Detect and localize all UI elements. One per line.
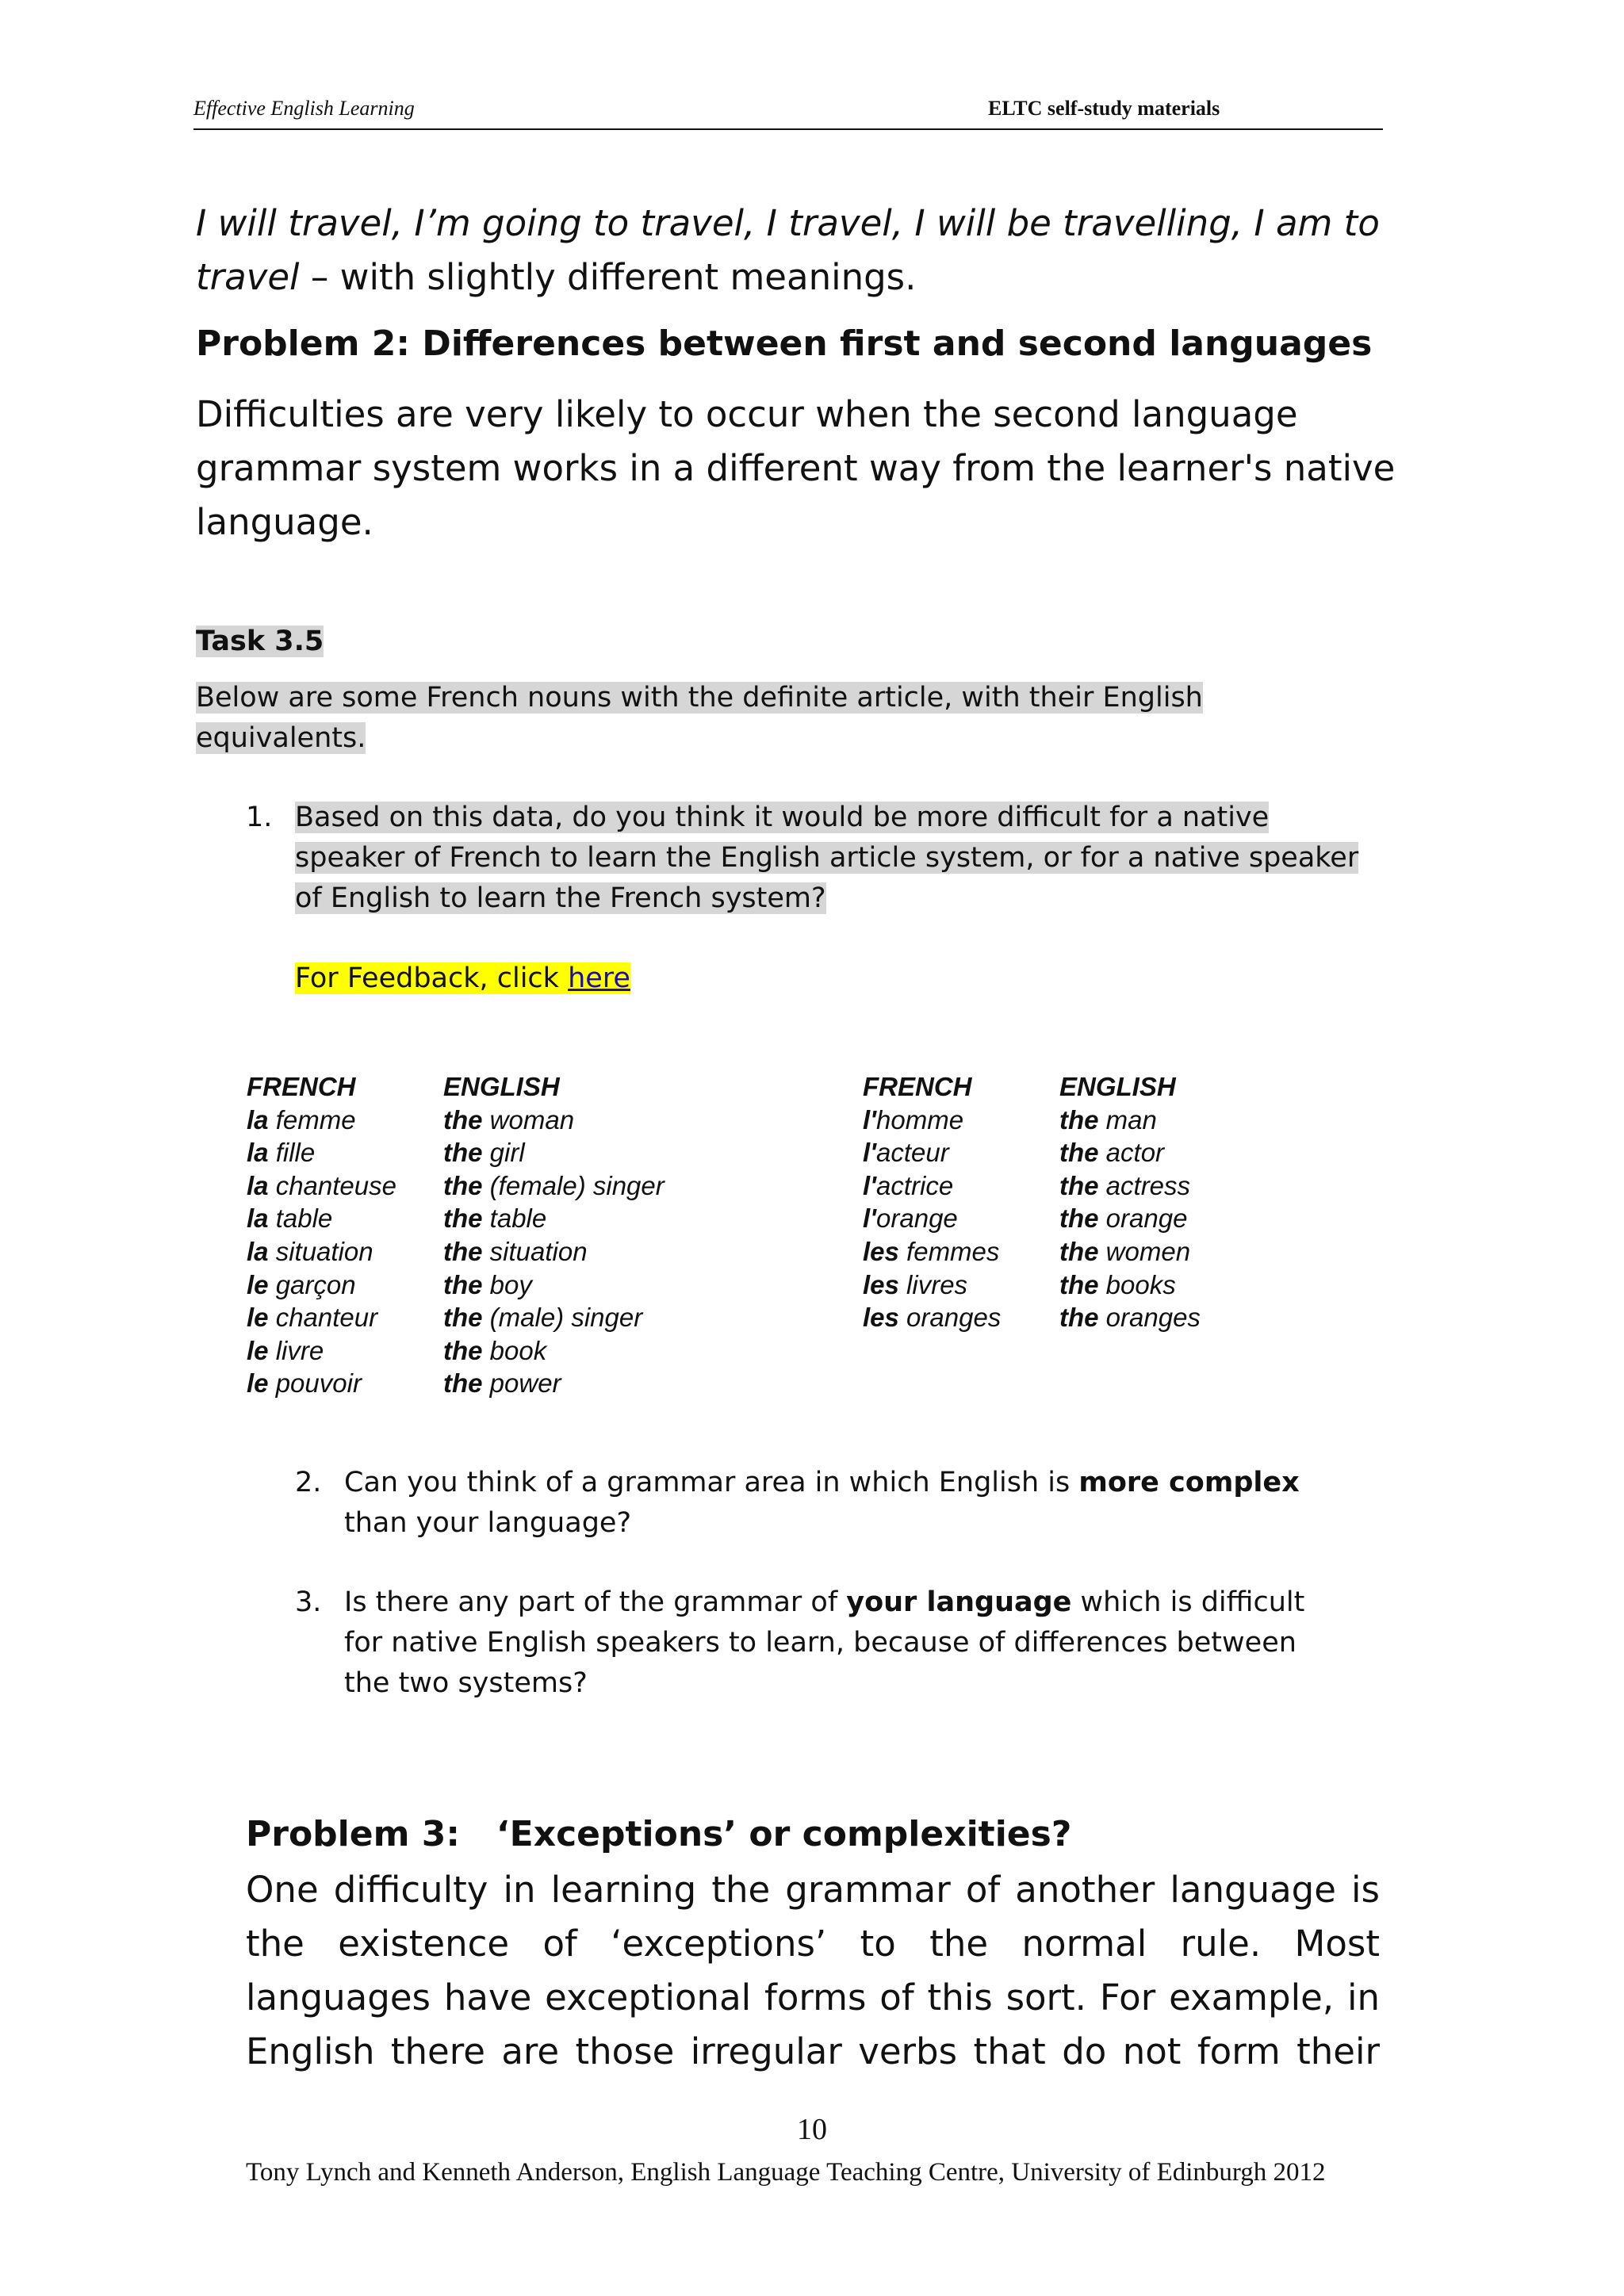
vocab-french-cell xyxy=(247,1301,443,1334)
vocab-french-noun: table xyxy=(268,1203,333,1234)
vocab-english-noun: book xyxy=(482,1335,547,1365)
vocab-french-cell xyxy=(247,1367,443,1400)
item3-line1-post: which is difficult xyxy=(1071,1586,1305,1618)
task-intro-line: Below are some French nouns with the definite article, with their English xyxy=(196,682,1203,714)
vocab-english-cell xyxy=(1059,1270,1176,1299)
problem2-line: language. xyxy=(196,501,373,543)
vocab-english-noun: power xyxy=(482,1368,561,1399)
vocab-row xyxy=(247,1334,665,1368)
item3-line1-pre: Is there any part of the grammar of xyxy=(344,1586,847,1618)
problem3-heading: Problem 3: ‘Exceptions’ or complexities? xyxy=(246,1814,1072,1854)
vocab-english-article: the xyxy=(443,1368,483,1399)
vocab-english-cell xyxy=(443,1368,561,1398)
vocab-header-french: FRENCH xyxy=(247,1072,356,1101)
vocab-english-cell xyxy=(1059,1171,1190,1200)
vocab-header-row xyxy=(863,1070,1201,1104)
item3-line2: for native English speakers to learn, because of differences between xyxy=(344,1627,1297,1659)
intro-rest-line2: – with slightly different meanings. xyxy=(299,256,917,298)
vocab-english-noun: orange xyxy=(1098,1203,1188,1234)
vocab-english-cell xyxy=(1059,1105,1157,1135)
vocab-english-noun: situation xyxy=(482,1236,588,1266)
vocab-french-noun: situation xyxy=(268,1236,373,1266)
vocab-row xyxy=(247,1235,665,1269)
vocab-english-noun: woman xyxy=(482,1104,575,1135)
problem3-line: English there are those irregular verbs that do not form their xyxy=(246,2030,1380,2072)
vocab-header-english: ENGLISH xyxy=(1059,1072,1176,1101)
item2-line1-bold: more complex xyxy=(1078,1467,1300,1498)
vocab-french-article: la xyxy=(247,1203,269,1234)
vocab-french-cell xyxy=(863,1169,1059,1203)
vocab-french-noun: actrice xyxy=(876,1170,954,1200)
intro-italic-line2: travel xyxy=(196,256,300,298)
vocab-row xyxy=(863,1104,1201,1137)
problem3-line: the existence of ‘exceptions’ to the normal rule. Most xyxy=(246,1923,1380,1965)
feedback-link[interactable]: here xyxy=(568,962,630,994)
vocab-english-noun: man xyxy=(1098,1104,1157,1135)
vocab-french-cell xyxy=(247,1202,443,1235)
vocab-english-cell xyxy=(1059,1138,1164,1167)
vocab-french-noun: orange xyxy=(876,1203,958,1234)
vocab-french-cell xyxy=(247,1334,443,1368)
vocab-english-noun: books xyxy=(1098,1269,1176,1299)
vocab-row xyxy=(247,1301,665,1334)
vocab-french-noun: femme xyxy=(268,1104,356,1135)
vocab-english-cell xyxy=(1059,1203,1187,1233)
vocab-english-article: the xyxy=(443,1236,483,1266)
vocab-french-cell xyxy=(247,1235,443,1269)
item3-number: 3. xyxy=(295,1586,322,1618)
item1-body xyxy=(295,798,1359,919)
item3-body xyxy=(344,1582,1375,1704)
vocab-english-article: the xyxy=(443,1138,483,1168)
vocab-row xyxy=(863,1202,1201,1235)
vocab-english-article: the xyxy=(443,1269,483,1299)
vocab-french-noun: chanteur xyxy=(268,1303,378,1333)
running-header xyxy=(193,95,1383,130)
item2-body xyxy=(344,1463,1375,1544)
vocab-english-cell xyxy=(443,1270,532,1299)
vocab-french-article: l' xyxy=(863,1203,877,1234)
problem3-paragraph xyxy=(246,1863,1380,2079)
vocab-row xyxy=(863,1136,1201,1169)
vocab-french-cell xyxy=(247,1104,443,1137)
vocab-english-article: the xyxy=(1059,1170,1099,1200)
vocab-english-noun: (male) singer xyxy=(482,1303,643,1333)
task-intro-line: equivalents. xyxy=(196,722,366,754)
problem2-line: grammar system works in a different way from the learner's native xyxy=(196,447,1396,489)
item1-line: of English to learn the French system? xyxy=(295,882,826,914)
header-right: ELTC self-study materials xyxy=(988,97,1220,120)
vocab-row xyxy=(247,1269,665,1302)
vocab-french-article: la xyxy=(247,1170,269,1200)
vocab-english-article: the xyxy=(443,1203,483,1234)
vocab-french-article: le xyxy=(247,1303,269,1333)
vocab-french-noun: pouvoir xyxy=(268,1368,362,1399)
vocab-french-article: le xyxy=(247,1335,269,1365)
vocab-french-article: l' xyxy=(863,1170,877,1200)
vocab-french-article: les xyxy=(863,1269,899,1299)
vocab-french-article: la xyxy=(247,1236,269,1266)
vocab-english-noun: girl xyxy=(482,1138,525,1168)
vocab-english-article: the xyxy=(443,1335,483,1365)
item1-line: Based on this data, do you think it would be more difficult for a native xyxy=(295,802,1270,833)
vocab-french-cell xyxy=(247,1136,443,1169)
problem2-line: Difficulties are very likely to occur when the second language xyxy=(196,393,1298,435)
vocab-english-cell xyxy=(443,1336,546,1365)
vocab-header-english: ENGLISH xyxy=(443,1072,560,1101)
feedback-line xyxy=(295,959,630,999)
task-label xyxy=(196,622,324,662)
vocab-row xyxy=(247,1367,665,1400)
vocab-french-noun: livres xyxy=(898,1269,968,1299)
vocab-english-cell xyxy=(443,1171,665,1200)
vocab-french-noun: garçon xyxy=(268,1269,356,1299)
vocab-english-article: the xyxy=(1059,1104,1099,1135)
vocab-english-noun: (female) singer xyxy=(482,1170,665,1200)
vocab-english-cell xyxy=(1059,1237,1190,1266)
vocab-english-cell xyxy=(443,1303,642,1332)
vocab-english-article: the xyxy=(443,1104,483,1135)
vocab-french-cell xyxy=(863,1301,1059,1334)
vocab-right-rows xyxy=(863,1104,1201,1334)
item2-number: 2. xyxy=(295,1467,322,1498)
vocab-english-cell xyxy=(443,1138,525,1167)
vocab-english-article: the xyxy=(443,1303,483,1333)
intro-paragraph xyxy=(196,197,1385,304)
vocab-table-right xyxy=(863,1070,1201,1334)
vocab-row xyxy=(247,1104,665,1137)
vocab-french-article: l' xyxy=(863,1138,877,1168)
vocab-left-rows xyxy=(247,1104,665,1400)
vocab-french-article: le xyxy=(247,1269,269,1299)
item3-line3: the two systems? xyxy=(344,1667,588,1699)
vocab-french-cell xyxy=(863,1269,1059,1302)
vocab-french-noun: oranges xyxy=(898,1303,1002,1333)
vocab-english-noun: table xyxy=(482,1203,547,1234)
vocab-english-noun: actor xyxy=(1098,1138,1165,1168)
vocab-row xyxy=(863,1301,1201,1334)
vocab-english-cell xyxy=(443,1203,546,1233)
vocab-french-article: le xyxy=(247,1368,269,1399)
vocab-english-cell xyxy=(443,1237,588,1266)
vocab-french-cell xyxy=(247,1169,443,1203)
footer-credit: Tony Lynch and Kenneth Anderson, English Language Teaching Centre, University of Edinburgh 2012 xyxy=(246,2158,1326,2187)
vocab-french-cell xyxy=(863,1235,1059,1269)
vocab-french-noun: homme xyxy=(876,1104,964,1135)
vocab-french-noun: livre xyxy=(268,1335,324,1365)
header-left: Effective English Learning xyxy=(193,97,415,120)
item1-line: speaker of French to learn the English article system, or for a native speaker xyxy=(295,842,1359,874)
vocab-english-cell xyxy=(1059,1303,1201,1332)
item2-line2: than your language? xyxy=(344,1507,632,1539)
vocab-french-noun: chanteuse xyxy=(268,1170,396,1200)
vocab-english-article: the xyxy=(1059,1138,1099,1168)
vocab-french-article: la xyxy=(247,1104,269,1135)
vocab-french-cell xyxy=(863,1104,1059,1137)
task-label-text: Task 3.5 xyxy=(196,626,324,657)
page-number: 10 xyxy=(797,2113,827,2146)
item2-line1-pre: Can you think of a grammar area in which English is xyxy=(344,1467,1079,1498)
vocab-french-cell xyxy=(863,1136,1059,1169)
vocab-row xyxy=(247,1169,665,1203)
vocab-row xyxy=(247,1202,665,1235)
vocab-french-noun: femmes xyxy=(898,1236,1000,1266)
vocab-row xyxy=(863,1169,1201,1203)
vocab-french-noun: fille xyxy=(268,1138,316,1168)
vocab-english-article: the xyxy=(443,1170,483,1200)
vocab-english-article: the xyxy=(1059,1236,1099,1266)
vocab-french-cell xyxy=(863,1202,1059,1235)
problem3-line: languages have exceptional forms of this sort. For example, in xyxy=(246,1976,1380,2019)
vocab-english-cell xyxy=(443,1105,574,1135)
vocab-english-noun: boy xyxy=(482,1269,532,1299)
vocab-english-noun: women xyxy=(1098,1236,1191,1266)
vocab-row xyxy=(247,1136,665,1169)
vocab-french-cell xyxy=(247,1269,443,1302)
vocab-english-article: the xyxy=(1059,1203,1099,1234)
vocab-english-noun: actress xyxy=(1098,1170,1191,1200)
vocab-french-article: les xyxy=(863,1236,899,1266)
item1-number: 1. xyxy=(246,802,273,833)
vocab-header-row xyxy=(247,1070,665,1104)
vocab-english-noun: oranges xyxy=(1098,1303,1201,1333)
intro-italic-line1: I will travel, I’m going to travel, I travel, I will be travelling, I am to xyxy=(196,202,1380,244)
problem3-line: One difficulty in learning the grammar of another language is xyxy=(246,1869,1380,1911)
vocab-french-article: la xyxy=(247,1138,269,1168)
vocab-table-left xyxy=(247,1070,665,1400)
vocab-english-article: the xyxy=(1059,1303,1099,1333)
feedback-prefix: For Feedback, click xyxy=(295,962,569,994)
problem2-heading: Problem 2: Differences between first and second languages xyxy=(196,323,1373,364)
feedback-highlight xyxy=(295,962,630,994)
vocab-row xyxy=(863,1269,1201,1302)
vocab-english-article: the xyxy=(1059,1269,1099,1299)
item3-line1-bold: your language xyxy=(846,1586,1072,1618)
vocab-header-french: FRENCH xyxy=(863,1072,972,1101)
vocab-row xyxy=(863,1235,1201,1269)
vocab-french-article: les xyxy=(863,1303,899,1333)
vocab-french-noun: acteur xyxy=(876,1138,949,1168)
vocab-french-article: l' xyxy=(863,1104,877,1135)
task-intro xyxy=(196,678,1203,759)
problem2-paragraph xyxy=(196,388,1401,549)
